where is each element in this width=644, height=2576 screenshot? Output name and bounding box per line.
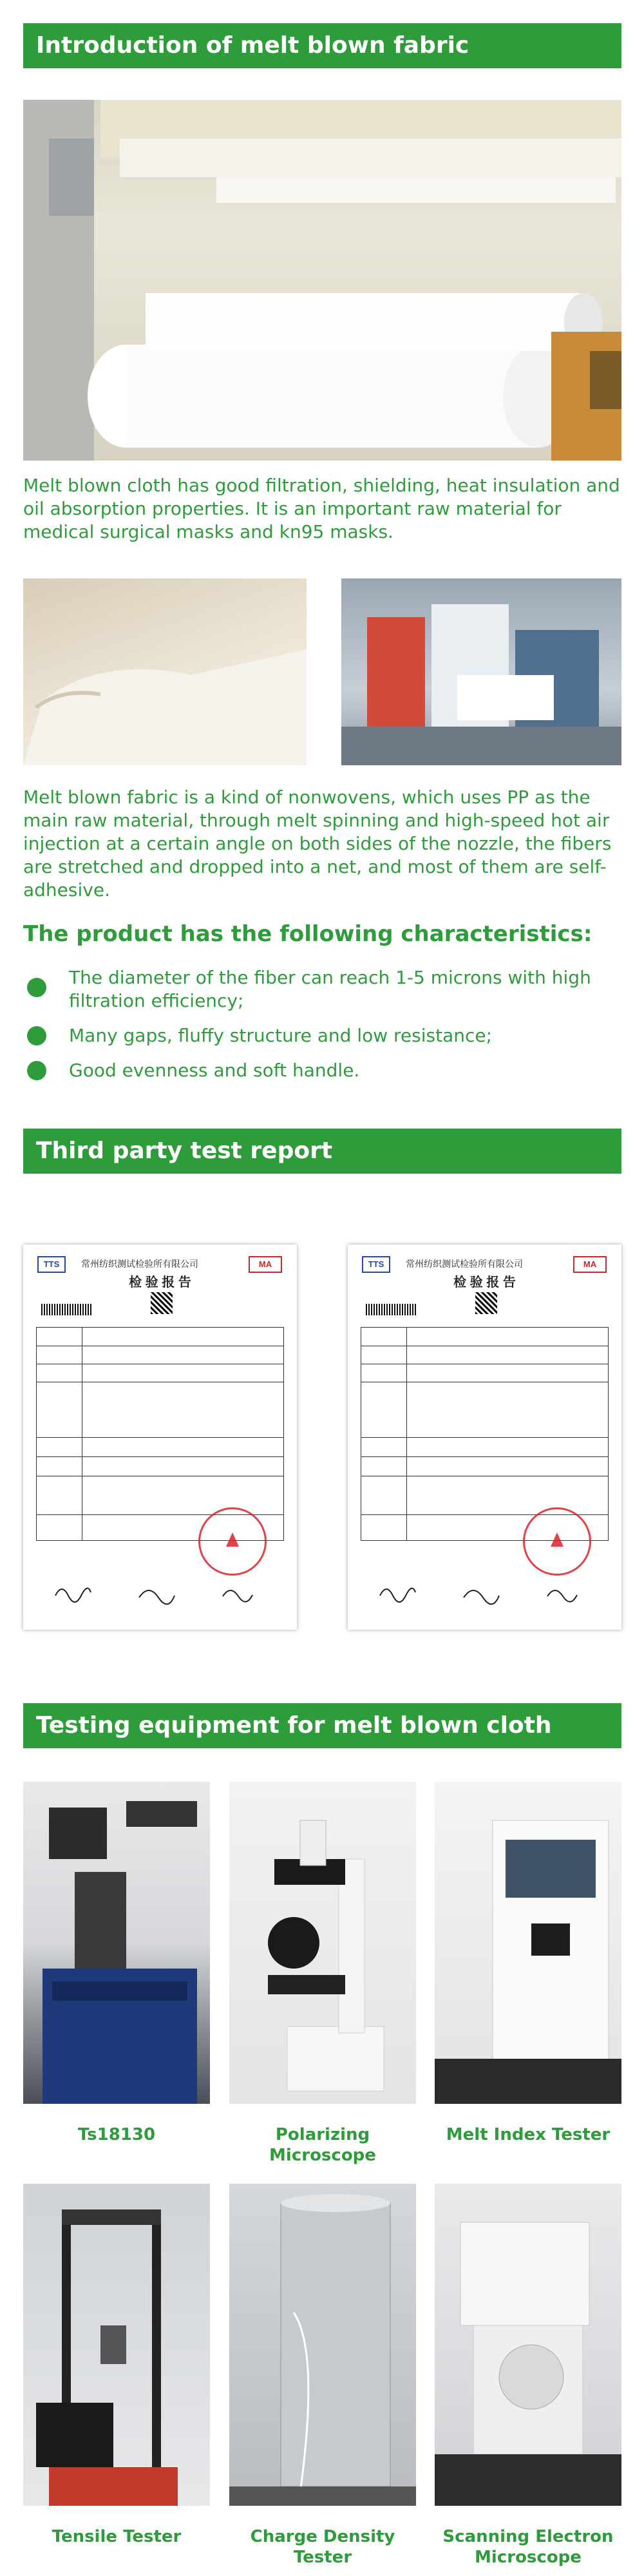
signatures-icon: [49, 1579, 274, 1605]
tensile-tester-image: [23, 2184, 210, 2506]
section-title-intro: Introduction of melt blown fabric: [23, 23, 621, 68]
official-seal-icon: [523, 1507, 591, 1576]
report-issuer-name: 常州纺织测试检验所有限公司: [81, 1259, 198, 1269]
characteristic-item: Many gaps, fluffy structure and low resistance;: [69, 1025, 493, 1046]
tts-logo: TTS: [362, 1256, 390, 1273]
bullet-icon: [27, 978, 46, 997]
charge-density-tester-image: [229, 2184, 416, 2506]
official-seal-icon: [198, 1507, 267, 1576]
intro-paragraph-1: Melt blown cloth has good filtration, shielding, heat insulation and oil absorption properties. It is an important raw material for medical surgical masks and kn95 masks.: [23, 475, 620, 542]
equipment-label: Ts18130: [77, 2125, 156, 2144]
melt-index-tester-image: [435, 1782, 621, 2104]
report-issuer-name: 常州纺织测试检验所有限公司: [406, 1259, 523, 1269]
section-title-equipment: Testing equipment for melt blown cloth: [23, 1703, 621, 1748]
characteristic-item: The diameter of the fiber can reach 1-5 microns with high filtration efficiency;: [69, 967, 591, 1011]
test-report-document-2: [348, 1245, 621, 1630]
bullet-icon: [27, 1026, 46, 1045]
melt-blown-roll-machine-image: [23, 100, 621, 461]
characteristics-heading: The product has the following characteristics:: [23, 921, 592, 947]
qr-code-icon: [151, 1292, 173, 1314]
equipment-label: Polarizing Microscope: [269, 2125, 376, 2165]
test-report-document-1: [23, 1245, 297, 1630]
polarizing-microscope-image: [229, 1782, 416, 2104]
equipment-label: Scanning Electron Microscope: [442, 2527, 614, 2567]
report-table: [361, 1327, 609, 1541]
cma-logo: MA: [573, 1256, 607, 1273]
report-title: 检 验 报 告: [129, 1275, 191, 1290]
melt-blown-fabric-closeup-image: [23, 578, 307, 765]
report-table: [36, 1327, 284, 1541]
qr-code-icon: [475, 1292, 497, 1314]
cma-logo: MA: [249, 1256, 282, 1273]
section-title-test-report: Third party test report: [23, 1129, 621, 1174]
signatures-icon: [374, 1579, 599, 1605]
barcode-icon: [366, 1304, 417, 1315]
equipment-label: Melt Index Tester: [446, 2125, 611, 2144]
ts18130-equipment-image: [23, 1782, 210, 2104]
equipment-label: Tensile Tester: [52, 2527, 182, 2546]
bullet-icon: [27, 1061, 46, 1080]
intro-paragraph-2: Melt blown fabric is a kind of nonwovens, which uses PP as the main raw material, through melt spinning and high-speed hot air injection at a certain angle on both sides of the nozzle, the fibers are stretched and dropped into a net, and most of them are self-adhesive.: [23, 787, 612, 901]
melt-blown-production-line-image: [341, 578, 621, 765]
scanning-electron-microscope-image: [435, 2184, 621, 2506]
tts-logo: TTS: [37, 1256, 66, 1273]
equipment-label: Charge Density Tester: [250, 2527, 395, 2567]
report-title: 检 验 报 告: [453, 1275, 516, 1290]
barcode-icon: [41, 1304, 93, 1315]
characteristic-item: Good evenness and soft handle.: [69, 1060, 360, 1081]
